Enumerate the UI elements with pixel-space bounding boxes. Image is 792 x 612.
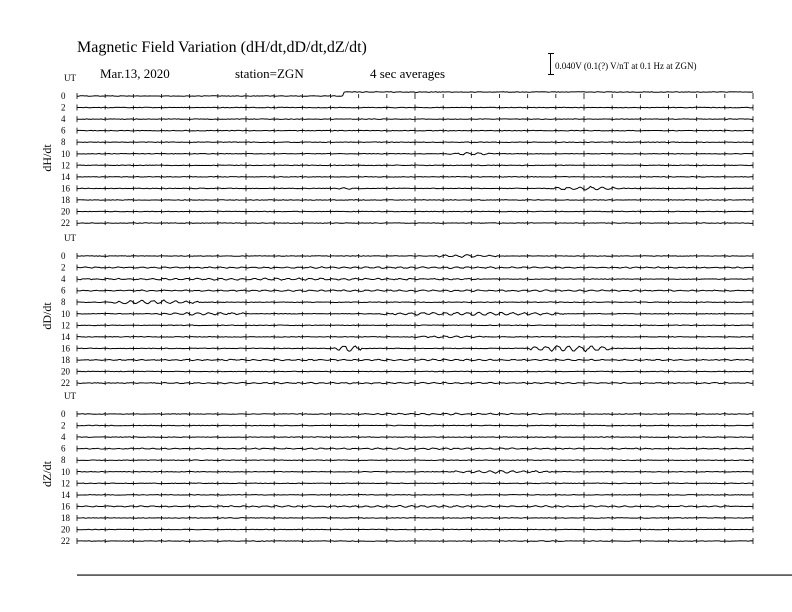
row-tick-label: 14 [61, 171, 70, 182]
row-tick-label: 20 [61, 366, 70, 377]
row-tick-label: 12 [61, 160, 70, 171]
row-tick-label: 18 [61, 194, 70, 205]
row-tick-label: 14 [61, 489, 70, 500]
trace-line [77, 177, 753, 178]
trace-line [77, 130, 753, 131]
date-label: Mar.13, 2020 [100, 66, 170, 81]
panel-ylabel: dH/dt [40, 144, 54, 172]
trace-line [77, 529, 753, 530]
row-tick-label: 22 [61, 378, 70, 389]
trace-line [77, 142, 753, 143]
row-tick-label: 6 [61, 443, 66, 454]
row-tick-label: 16 [61, 343, 70, 354]
trace-line [77, 371, 753, 372]
station-label: station=ZGN [235, 66, 304, 81]
row-tick-label: 4 [61, 114, 66, 125]
row-tick-label: 22 [61, 218, 70, 229]
panel-ylabel: dZ/dt [40, 461, 54, 487]
trace-line [77, 325, 753, 326]
row-tick-label: 6 [61, 285, 66, 296]
ut-axis-label: UT [64, 391, 76, 401]
ut-axis-label: UT [64, 233, 76, 243]
trace-line [77, 165, 753, 166]
row-tick-label: 20 [61, 206, 70, 217]
trace-line [77, 200, 753, 201]
row-tick-label: 20 [61, 524, 70, 535]
row-tick-label: 18 [61, 354, 70, 365]
row-tick-label: 4 [61, 432, 66, 443]
row-tick-label: 22 [61, 536, 70, 547]
row-tick-label: 8 [61, 297, 66, 308]
ut-axis-label: UT [64, 73, 76, 83]
trace-line [77, 425, 753, 426]
panel-ylabel: dD/dt [40, 302, 54, 330]
trace-line [77, 495, 753, 496]
row-tick-label: 6 [61, 125, 66, 136]
row-tick-label: 0 [61, 409, 66, 419]
scale-label: 0.040V (0.1(?) V/nT at 0.1 Hz at ZGN) [555, 61, 697, 71]
trace-line [77, 460, 753, 461]
row-tick-label: 10 [61, 308, 70, 319]
trace-line [77, 223, 753, 224]
row-tick-label: 0 [61, 91, 66, 101]
chart-title: Magnetic Field Variation (dH/dt,dD/dt,dZ/dt) [77, 39, 367, 56]
averaging-label: 4 sec averages [370, 66, 446, 81]
row-tick-label: 18 [61, 512, 70, 523]
row-tick-label: 16 [61, 183, 70, 194]
row-tick-label: 2 [61, 102, 66, 113]
row-tick-label: 8 [61, 137, 66, 148]
trace-line [77, 119, 753, 120]
trace-line [77, 541, 753, 542]
row-tick-label: 12 [61, 320, 70, 331]
row-tick-label: 10 [61, 148, 70, 159]
row-tick-label: 2 [61, 262, 66, 273]
row-tick-label: 2 [61, 420, 66, 431]
row-tick-label: 14 [61, 331, 70, 342]
row-tick-label: 0 [61, 251, 66, 261]
scale-bar-icon [548, 53, 554, 75]
row-tick-label: 8 [61, 455, 66, 466]
trace-line [77, 211, 753, 212]
trace-line [77, 483, 753, 484]
row-tick-label: 12 [61, 478, 70, 489]
trace-line [77, 437, 753, 438]
trace-line [77, 518, 753, 519]
row-tick-label: 4 [61, 274, 66, 285]
row-tick-label: 10 [61, 466, 70, 477]
trace-line [77, 107, 753, 108]
row-tick-label: 16 [61, 501, 70, 512]
